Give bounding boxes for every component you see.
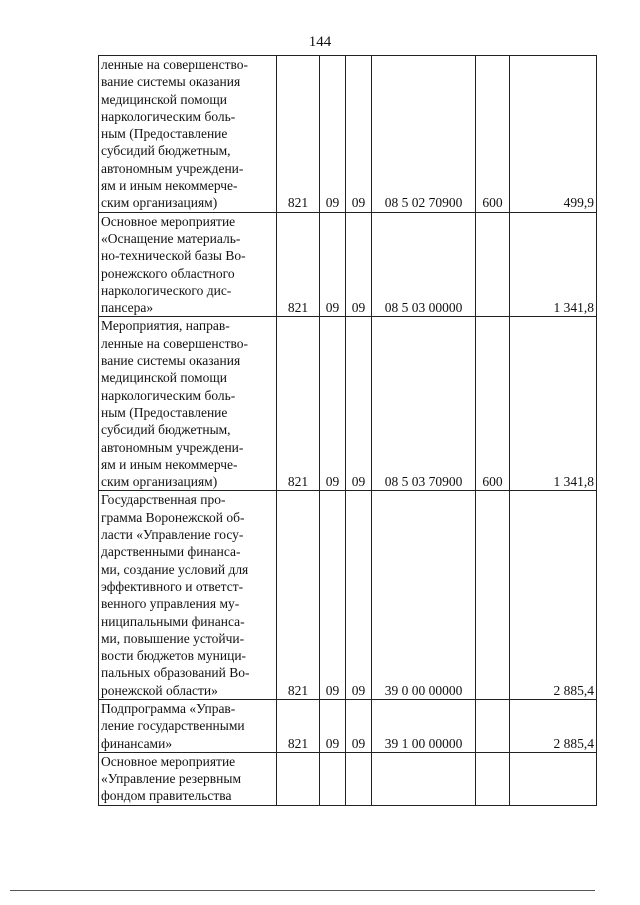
item-name-line: финансами»	[101, 735, 173, 751]
page-number: 144	[308, 34, 332, 50]
expense-type-code-cell	[476, 212, 510, 317]
amount-cell: 1 341,8	[510, 317, 597, 491]
item-name-line: ским организациям)	[101, 195, 218, 211]
expense-type-code-cell	[476, 491, 510, 700]
amount-cell	[510, 752, 597, 805]
item-name-line: автономным учреждени-	[101, 439, 244, 455]
item-name-line: ленные на совершенство-	[101, 57, 249, 72]
table-row	[99, 56, 597, 213]
item-name-line: наркологическим боль-	[101, 387, 236, 403]
subsection-code-cell: 09	[346, 699, 372, 752]
item-name-line: вости бюджетов муници-	[101, 648, 247, 664]
table-row	[99, 699, 597, 752]
subsection-code-cell: 09	[346, 491, 372, 700]
table-row	[99, 212, 597, 317]
item-name-line: но-технической базы Во-	[101, 248, 246, 264]
item-name-line: вание системы оказания	[101, 74, 241, 90]
item-name-cell	[99, 699, 277, 752]
ministry-code-cell: 821	[277, 212, 320, 317]
target-item-code-cell: 39 0 00 00000	[372, 491, 476, 700]
ministry-code-cell: 821	[277, 317, 320, 491]
ministry-code-cell: 821	[277, 491, 320, 700]
subsection-code-cell: 09	[346, 212, 372, 317]
item-name-line: ми, повышение устойчи-	[101, 630, 245, 646]
target-item-code-cell: 08 5 02 70900	[372, 56, 476, 213]
amount-cell: 499,9	[510, 56, 597, 213]
item-name-cell	[99, 491, 277, 700]
item-name-line: медицинской помощи	[101, 370, 227, 386]
item-name-line: Основное мероприятие	[101, 213, 236, 229]
item-name-line: ми, создание условий для	[101, 561, 249, 577]
item-name-line: грамма Воронежской об-	[101, 509, 245, 525]
table-row	[99, 317, 597, 491]
amount-cell: 2 885,4	[510, 491, 597, 700]
item-name-line: субсидий бюджетным,	[101, 422, 231, 438]
section-code-cell: 09	[320, 317, 346, 491]
item-name-line: вание системы оказания	[101, 353, 241, 369]
item-name-line: медицинской помощи	[101, 91, 227, 107]
subsection-code-cell	[346, 752, 372, 805]
amount-cell: 1 341,8	[510, 212, 597, 317]
item-name-line: Основное мероприятие	[101, 753, 236, 769]
target-item-code-cell: 08 5 03 70900	[372, 317, 476, 491]
subsection-code-cell: 09	[346, 317, 372, 491]
amount-cell: 2 885,4	[510, 699, 597, 752]
item-name-line: ленные на совершенство-	[101, 335, 249, 351]
table-row	[99, 752, 597, 805]
item-name-line: ным (Предоставление	[101, 404, 228, 420]
section-code-cell: 09	[320, 212, 346, 317]
item-name-line: наркологического дис-	[101, 282, 232, 298]
target-item-code-cell: 08 5 03 00000	[372, 212, 476, 317]
item-name-line: «Управление резервным	[101, 771, 242, 787]
footer-rule	[10, 890, 595, 891]
item-name-line: фондом правительства	[101, 788, 232, 804]
item-name-cell	[99, 752, 277, 805]
item-name-line: пальных образований Во-	[101, 665, 250, 681]
item-name-line: пансера»	[101, 300, 154, 316]
item-name-line: ям и иным некоммерче-	[101, 178, 238, 194]
item-name-cell	[99, 317, 277, 491]
item-name-line: Подпрограмма «Управ-	[101, 700, 236, 716]
table-body	[99, 56, 597, 806]
item-name-line: Мероприятия, направ-	[101, 318, 230, 334]
section-code-cell: 09	[320, 699, 346, 752]
expense-type-code-cell	[476, 752, 510, 805]
item-name-line: «Оснащение материаль-	[101, 230, 241, 246]
ministry-code-cell	[277, 752, 320, 805]
item-name-line: ронежской области»	[101, 682, 218, 698]
item-name-line: ласти «Управление госу-	[101, 527, 244, 543]
target-item-code-cell: 39 1 00 00000	[372, 699, 476, 752]
item-name-line: дарственными финанса-	[101, 544, 241, 560]
ministry-code-cell: 821	[277, 699, 320, 752]
item-name-line: автономным учреждени-	[101, 160, 244, 176]
expense-type-code-cell: 600	[476, 317, 510, 491]
item-name-line: субсидий бюджетным,	[101, 143, 231, 159]
item-name-line: ям и иным некоммерче-	[101, 456, 238, 472]
item-name-cell	[99, 56, 277, 213]
ministry-code-cell: 821	[277, 56, 320, 213]
item-name-line: эффективного и ответст-	[101, 578, 244, 594]
item-name-line: венного управления му-	[101, 596, 240, 612]
item-name-line: ным (Предоставление	[101, 126, 228, 142]
item-name-cell	[99, 212, 277, 317]
expense-type-code-cell	[476, 699, 510, 752]
section-code-cell	[320, 752, 346, 805]
item-name-line: Государственная про-	[101, 492, 226, 508]
item-name-line: ление государственными	[101, 718, 245, 734]
table-row	[99, 491, 597, 700]
budget-table	[98, 55, 597, 806]
item-name-line: ронежского областного	[101, 265, 235, 281]
section-code-cell: 09	[320, 491, 346, 700]
item-name-line: ниципальными финанса-	[101, 613, 245, 629]
subsection-code-cell: 09	[346, 56, 372, 213]
item-name-line: ским организациям)	[101, 474, 218, 490]
item-name-line: наркологическим боль-	[101, 108, 236, 124]
expense-type-code-cell: 600	[476, 56, 510, 213]
target-item-code-cell	[372, 752, 476, 805]
section-code-cell: 09	[320, 56, 346, 213]
